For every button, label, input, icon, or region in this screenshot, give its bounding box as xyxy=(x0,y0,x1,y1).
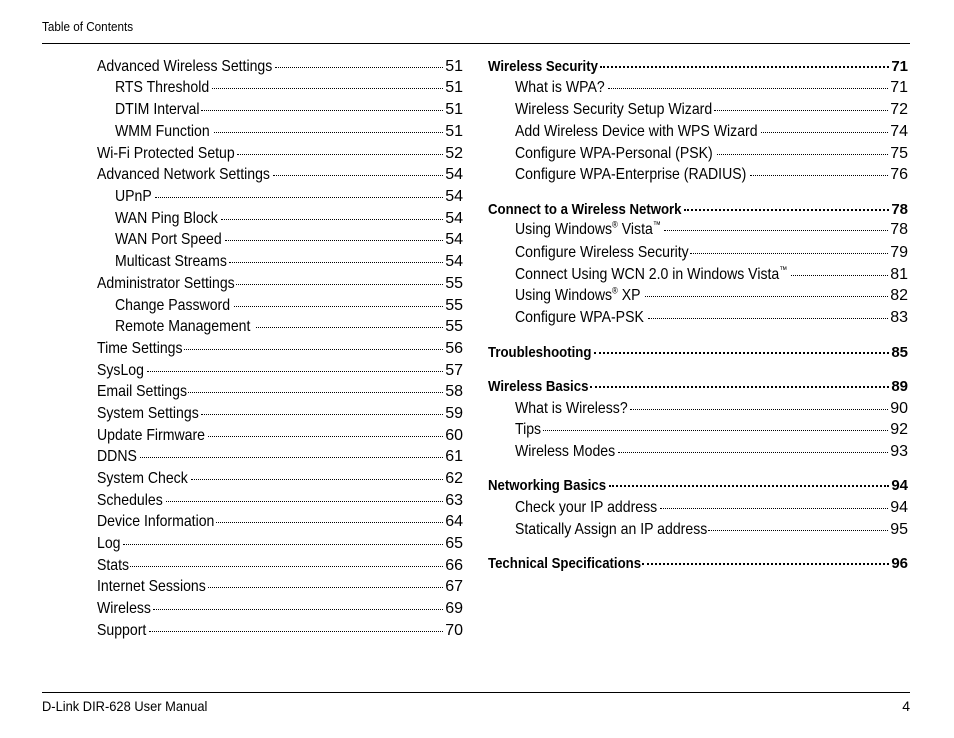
toc-entry-label: Advanced Network Settings xyxy=(97,166,270,183)
toc-entry-page: 59 xyxy=(445,405,463,422)
toc-section-entry[interactable] xyxy=(488,476,908,496)
dot-leader xyxy=(153,609,443,610)
dot-leader xyxy=(166,501,443,502)
dot-leader xyxy=(761,132,889,133)
toc-entry[interactable] xyxy=(115,296,463,316)
toc-entry-page: 56 xyxy=(445,340,463,357)
dot-leader xyxy=(690,253,888,254)
toc-entry-label: System Check xyxy=(97,470,188,487)
toc-entry-page: 54 xyxy=(445,210,463,227)
toc-entry-page: 78 xyxy=(891,201,908,218)
toc-entry-label: Device Information xyxy=(97,513,215,530)
toc-entry-page: 51 xyxy=(445,101,463,118)
dot-leader xyxy=(237,154,444,155)
toc-entry-label: Wireless Basics xyxy=(488,378,589,395)
toc-entry-page: 70 xyxy=(445,622,463,639)
toc-entry-label: Change Password xyxy=(115,297,231,314)
dot-leader xyxy=(590,386,889,388)
toc-entry-page: 72 xyxy=(890,101,908,118)
toc-entry-page: 66 xyxy=(445,557,463,574)
toc-entry-label: Using Windows® Vista™ xyxy=(515,219,661,238)
dot-leader xyxy=(208,587,444,588)
toc-entry[interactable] xyxy=(515,286,908,306)
toc-entry-page: 51 xyxy=(445,58,463,75)
toc-entry[interactable] xyxy=(97,165,463,185)
toc-section-entry[interactable] xyxy=(488,343,908,363)
toc-entry-label: Using Windows® XP xyxy=(515,285,641,304)
toc-entry-label: Time Settings xyxy=(97,340,183,357)
toc-entry-label: Wireless xyxy=(97,600,151,617)
dot-leader xyxy=(201,414,444,415)
toc-entry-page: 51 xyxy=(445,123,463,140)
toc-entry-page: 55 xyxy=(445,297,463,314)
toc-entry[interactable] xyxy=(97,57,463,77)
toc-entry-page: 76 xyxy=(890,166,908,183)
toc-entry-page: 61 xyxy=(445,448,463,465)
toc-entry-page: 93 xyxy=(890,443,908,460)
toc-entry-label: Statically Assign an IP address xyxy=(515,521,708,538)
toc-entry[interactable] xyxy=(515,122,908,142)
toc-entry-page: 52 xyxy=(445,145,463,162)
dot-leader xyxy=(660,508,889,509)
toc-entry-label: Schedules xyxy=(97,492,163,509)
header-rule xyxy=(42,43,910,44)
toc-entry[interactable] xyxy=(115,100,463,120)
toc-entry-page: 82 xyxy=(890,287,908,304)
toc-entry[interactable] xyxy=(515,498,908,518)
toc-entry[interactable] xyxy=(515,243,908,263)
toc-entry-label: What is Wireless? xyxy=(515,400,628,417)
toc-entry[interactable] xyxy=(115,187,463,207)
toc-entry[interactable] xyxy=(97,599,463,619)
toc-entry-label: What is WPA? xyxy=(515,79,605,96)
toc-entry-label: Add Wireless Device with WPS Wizard xyxy=(515,123,758,140)
toc-entry-page: 74 xyxy=(890,123,908,140)
dot-leader xyxy=(608,88,888,89)
toc-section-entry[interactable] xyxy=(488,57,908,77)
toc-entry-label: Connect to a Wireless Network xyxy=(488,201,682,218)
dot-leader xyxy=(664,230,889,231)
toc-entry-page: 85 xyxy=(891,344,908,361)
toc-entry-page: 54 xyxy=(445,166,463,183)
toc-entry-page: 60 xyxy=(445,427,463,444)
toc-entry-label: Advanced Wireless Settings xyxy=(97,58,273,75)
toc-entry-label: Support xyxy=(97,622,147,639)
toc-entry[interactable] xyxy=(97,556,463,576)
toc-entry-label: SysLog xyxy=(97,362,144,379)
toc-entry[interactable] xyxy=(515,265,908,285)
toc-entry-page: 71 xyxy=(890,79,908,96)
toc-entry[interactable] xyxy=(115,78,463,98)
dot-leader xyxy=(123,544,444,545)
dot-leader xyxy=(750,175,888,176)
superscript-mark: ® xyxy=(612,219,618,230)
dot-leader xyxy=(214,132,444,133)
dot-leader xyxy=(221,219,443,220)
toc-entry[interactable] xyxy=(515,420,908,440)
toc-entry[interactable] xyxy=(97,426,463,446)
dot-leader xyxy=(208,436,444,437)
toc-entry-label: Multicast Streams xyxy=(115,253,227,270)
toc-entry-page: 55 xyxy=(445,318,463,335)
toc-entry-label: Configure WPA-Personal (PSK) xyxy=(515,145,713,162)
toc-entry-label: UPnP xyxy=(115,188,152,205)
toc-entry[interactable] xyxy=(515,220,908,240)
dot-leader xyxy=(645,296,889,297)
toc-entry[interactable] xyxy=(97,491,463,511)
toc-entry-page: 79 xyxy=(890,244,908,261)
toc-entry-page: 78 xyxy=(890,221,908,238)
toc-entry-page: 67 xyxy=(445,578,463,595)
toc-entry-label: Wireless Security xyxy=(488,58,598,75)
toc-entry-label: DDNS xyxy=(97,448,137,465)
toc-entry-page: 51 xyxy=(445,79,463,96)
toc-entry-page: 62 xyxy=(445,470,463,487)
toc-entry-label: Configure Wireless Security xyxy=(515,244,689,261)
toc-entry[interactable] xyxy=(515,442,908,462)
superscript-mark: ® xyxy=(612,285,618,296)
toc-entry-page: 54 xyxy=(445,188,463,205)
toc-entry[interactable] xyxy=(97,447,463,467)
toc-entry-page: 81 xyxy=(890,266,908,283)
dot-leader xyxy=(130,566,443,567)
toc-entry[interactable] xyxy=(115,122,463,142)
toc-entry-page: 94 xyxy=(890,499,908,516)
toc-entry-page: 95 xyxy=(890,521,908,538)
dot-leader xyxy=(609,485,889,487)
toc-entry-page: 63 xyxy=(445,492,463,509)
toc-section-entry[interactable] xyxy=(488,200,908,220)
dot-leader xyxy=(225,240,443,241)
dot-leader xyxy=(184,349,443,350)
toc-entry-page: 55 xyxy=(445,275,463,292)
dot-leader xyxy=(256,327,443,328)
toc-entry[interactable] xyxy=(97,512,463,532)
toc-entry-page: 71 xyxy=(891,58,908,75)
toc-entry-label: Troubleshooting xyxy=(488,344,592,361)
toc-entry[interactable] xyxy=(97,274,463,294)
toc-entry-page: 54 xyxy=(445,231,463,248)
toc-entry-page: 64 xyxy=(445,513,463,530)
toc-entry[interactable] xyxy=(515,78,908,98)
toc-entry-label: Update Firmware xyxy=(97,427,205,444)
dot-leader xyxy=(684,209,889,211)
toc-entry-page: 90 xyxy=(890,400,908,417)
toc-entry-page: 75 xyxy=(890,145,908,162)
toc-entry[interactable] xyxy=(97,404,463,424)
toc-entry-page: 58 xyxy=(445,383,463,400)
dot-leader xyxy=(188,392,443,393)
toc-entry-label: Wi-Fi Protected Setup xyxy=(97,145,235,162)
footer-page-number: 4 xyxy=(902,698,910,714)
dot-leader xyxy=(714,110,888,111)
dot-leader xyxy=(234,306,443,307)
toc-entry-label: Connect Using WCN 2.0 in Windows Vista™ xyxy=(515,264,788,283)
toc-entry[interactable] xyxy=(97,339,463,359)
toc-entry-page: 94 xyxy=(891,477,908,494)
dot-leader xyxy=(708,530,889,531)
toc-entry-label: Configure WPA-PSK xyxy=(515,309,644,326)
dot-leader xyxy=(600,66,889,68)
footer-rule xyxy=(42,692,910,693)
dot-leader xyxy=(191,479,443,480)
toc-entry[interactable] xyxy=(97,382,463,402)
dot-leader xyxy=(618,452,888,453)
dot-leader xyxy=(630,409,888,410)
dot-leader xyxy=(648,318,888,319)
toc-entry-page: 83 xyxy=(890,309,908,326)
toc-entry[interactable] xyxy=(97,534,463,554)
toc-entry-page: 92 xyxy=(890,421,908,438)
toc-entry-label: Tips xyxy=(515,421,542,438)
toc-entry-page: 69 xyxy=(445,600,463,617)
toc-entry[interactable] xyxy=(115,230,463,250)
toc-entry-page: 65 xyxy=(445,535,463,552)
dot-leader xyxy=(149,631,443,632)
toc-entry-label: Wireless Security Setup Wizard xyxy=(515,101,713,118)
dot-leader xyxy=(147,371,443,372)
toc-entry-label: WMM Function xyxy=(115,123,210,140)
toc-entry-label: Administrator Settings xyxy=(97,275,235,292)
toc-entry[interactable] xyxy=(515,165,908,185)
toc-entry-label: Remote Management xyxy=(115,318,251,335)
toc-entry-page: 57 xyxy=(445,362,463,379)
toc-entry-label: Stats xyxy=(97,557,130,574)
toc-entry-label: Log xyxy=(97,535,121,552)
toc-entry[interactable] xyxy=(115,252,463,272)
superscript-mark: ™ xyxy=(652,219,661,230)
toc-entry-page: 96 xyxy=(891,555,908,572)
toc-entry[interactable] xyxy=(515,144,908,164)
toc-entry[interactable] xyxy=(97,361,463,381)
toc-entry[interactable] xyxy=(97,469,463,489)
toc-entry[interactable] xyxy=(97,577,463,597)
page-header-title: Table of Contents xyxy=(42,19,134,34)
dot-leader xyxy=(140,457,443,458)
toc-section-entry[interactable] xyxy=(488,554,908,574)
dot-leader xyxy=(273,175,444,176)
dot-leader xyxy=(212,88,443,89)
toc-entry-label: WAN Ping Block xyxy=(115,210,218,227)
toc-entry[interactable] xyxy=(515,100,908,120)
toc-entry[interactable] xyxy=(515,520,908,540)
toc-entry-label: System Settings xyxy=(97,405,199,422)
dot-leader xyxy=(236,284,444,285)
toc-entry-label: Email Settings xyxy=(97,383,187,400)
superscript-mark: ™ xyxy=(779,264,788,275)
dot-leader xyxy=(155,197,443,198)
dot-leader xyxy=(229,262,443,263)
dot-leader xyxy=(717,154,889,155)
toc-entry[interactable] xyxy=(97,621,463,641)
footer-manual-title: D-Link DIR-628 User Manual xyxy=(42,698,208,714)
toc-entry[interactable] xyxy=(515,308,908,328)
toc-entry-label: Networking Basics xyxy=(488,477,607,494)
toc-entry[interactable] xyxy=(115,317,463,337)
dot-leader xyxy=(642,563,889,565)
toc-entry-label: WAN Port Speed xyxy=(115,231,222,248)
toc-entry-label: Check your IP address xyxy=(515,499,658,516)
toc-entry-label: RTS Threshold xyxy=(115,79,210,96)
toc-entry[interactable] xyxy=(515,399,908,419)
toc-entry-label: Internet Sessions xyxy=(97,578,206,595)
dot-leader xyxy=(275,67,443,68)
toc-entry-label: Wireless Modes xyxy=(515,443,616,460)
toc-entry-label: Technical Specifications xyxy=(488,555,642,572)
dot-leader xyxy=(594,352,890,354)
toc-entry-page: 54 xyxy=(445,253,463,270)
toc-section-entry[interactable] xyxy=(488,377,908,397)
toc-entry[interactable] xyxy=(115,209,463,229)
toc-entry-label: Configure WPA-Enterprise (RADIUS) xyxy=(515,166,747,183)
dot-leader xyxy=(791,275,888,276)
dot-leader xyxy=(201,110,443,111)
toc-entry-label: DTIM Interval xyxy=(115,101,200,118)
toc-entry-page: 89 xyxy=(891,378,908,395)
toc-entry[interactable] xyxy=(97,144,463,164)
dot-leader xyxy=(216,522,443,523)
dot-leader xyxy=(543,430,889,431)
